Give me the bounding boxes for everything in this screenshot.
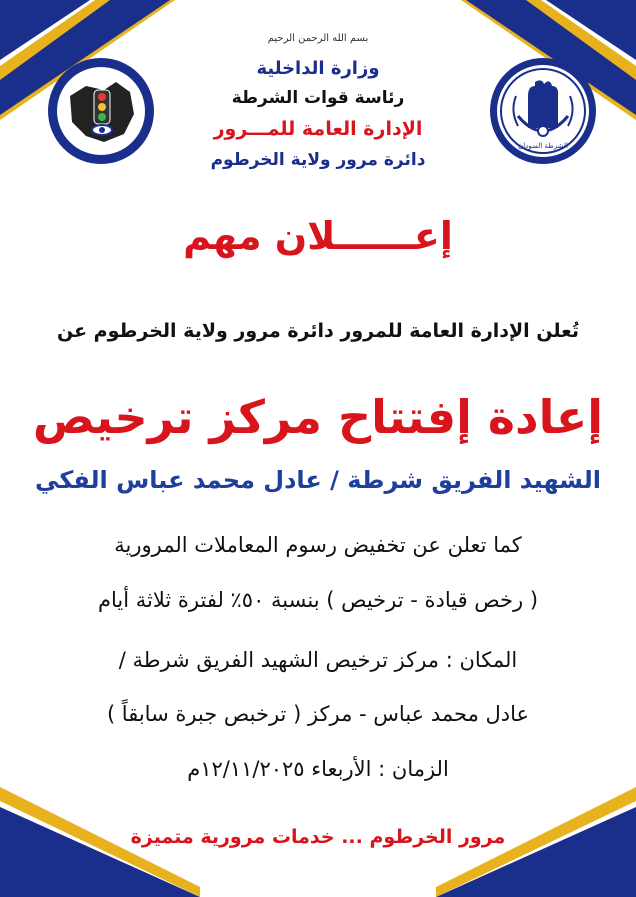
body-line-scope: ( رخص قيادة - ترخيص ) بنسبة ٥٠٪ لفترة ثلاثة أيام <box>97 588 539 612</box>
basmala: بسم الله الرحمن الرحيم <box>267 33 369 44</box>
body-line-location-1: المكان : مركز ترخيص الشهيد الفريق شرطة / <box>118 648 518 672</box>
header-circle: دائرة مرور ولاية الخرطوم <box>210 150 426 170</box>
body-line-time: الزمان : الأربعاء ١٢/١١/٢٠٢٥م <box>187 757 449 781</box>
subheadline: الشهيد الفريق شرطة / عادل محمد عباس الفكي <box>35 466 601 494</box>
footer-slogan: مرور الخرطوم ... خدمات مرورية متميزة <box>130 826 506 848</box>
headline: إعادة إفتتاح مركز ترخيص <box>32 390 604 444</box>
announcement-title: إعــــــلان مهم <box>183 214 453 258</box>
body-line-location-2: عادل محمد عباس - مركز ( ترخبص جبرة سابقاً ) <box>106 702 530 726</box>
body-line-discount: كما تعلن عن تخفيض رسوم المعاملات المرورية <box>114 533 522 557</box>
intro-text: تُعلن الإدارة العامة للمرور دائرة مرور ولاية الخرطوم عن <box>56 320 580 342</box>
header-ministry: وزارة الداخلية <box>256 58 380 79</box>
header-presidency: رئاسة قوات الشرطة <box>231 88 405 108</box>
header-department: الإدارة العامة للمـــرور <box>213 118 423 140</box>
sudan-police-logo-text: الشرطة السودان <box>518 142 568 150</box>
